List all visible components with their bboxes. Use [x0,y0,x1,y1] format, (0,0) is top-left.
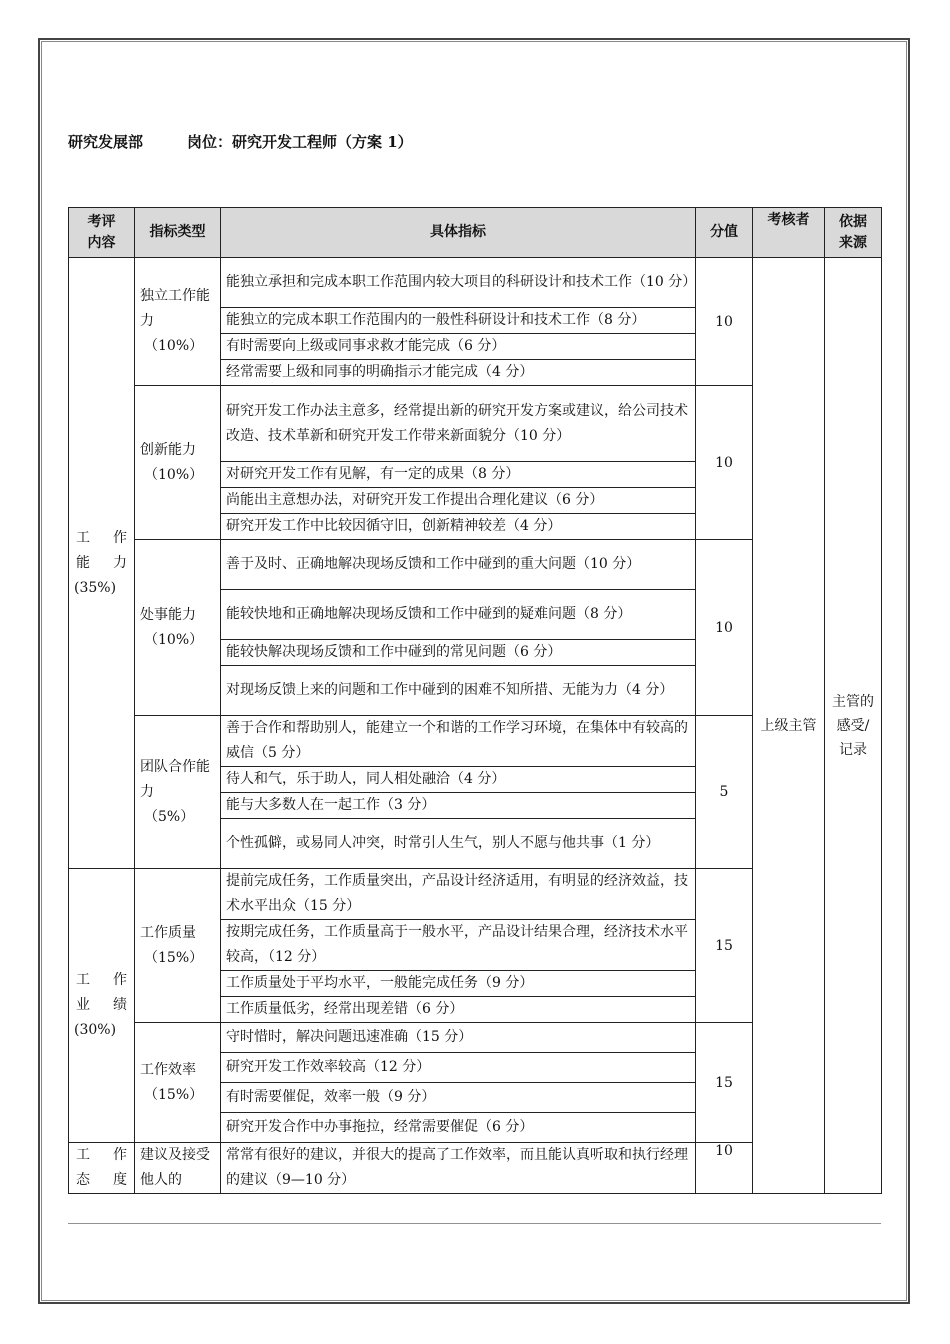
indicator-text: 有时需要向上级或同事求救才能完成（6 分） [221,334,696,360]
indicator-type-cell [135,1023,221,1143]
indicator-text: 工作质量处于平均水平，一般能完成任务（9 分） [221,971,696,997]
indicator-type-cell [135,258,221,386]
eval-content-line: 工 作 [76,1147,127,1163]
indicator-type-name: 工作效率 [140,1061,196,1078]
indicator-text: 有时需要催促，效率一般（9 分） [221,1083,696,1113]
indicator-text: 研究开发合作中办事拖拉，经常需要催促（6 分） [221,1113,696,1143]
col-header-content-text: 考评 内容 [87,213,116,251]
indicator-text: 能独立的完成本职工作范围内的一般性科研设计和技术工作（8 分） [221,308,696,334]
indicator-type-percent: （15%） [144,1086,204,1103]
eval-content-line: 业 绩 [76,997,127,1013]
col-header-source [825,208,882,258]
indicator-text: 善于合作和帮助别人，能建立一个和谐的工作学习环境，在集体中有较高的威信（5 分） [221,716,696,767]
indicator-text: 善于及时、正确地解决现场反馈和工作中碰到的重大问题（10 分） [221,540,696,590]
col-header-content [69,208,135,258]
indicator-text: 研究开发工作办法主意多，经常提出新的研究开发方案或建议，给公司技术改造、技术革新和研究开发工作带来新面貌分（10 分） [221,386,696,462]
indicator-text: 按期完成任务，工作质量高于一般水平，产品设计结果合理，经济技术水平较高，（12 分） [221,920,696,971]
indicator-type-percent: （10%） [144,338,204,354]
indicator-text: 能与大多数人在一起工作（3 分） [221,793,696,819]
eval-content-cell [69,258,135,869]
reviewer-cell: 上级主管 [753,258,825,1194]
indicator-type-percent: （15%） [144,949,204,966]
indicator-text: 尚能出主意想办法，对研究开发工作提出合理化建议（6 分） [221,488,696,514]
indicator-text: 研究开发工作效率较高（12 分） [221,1053,696,1083]
document-heading [68,131,413,152]
position-title: 岗位：研究开发工程师（方案 1） [187,133,413,151]
indicator-text: 能较快地和正确地解决现场反馈和工作中碰到的疑难问题（8 分） [221,590,696,640]
table-header-row [69,208,882,258]
indicator-text: 能独立承担和完成本职工作范围内较大项目的科研设计和技术工作（10 分） [221,258,696,308]
score-value: 10 [696,540,753,716]
score-value: 10 [696,386,753,540]
indicator-text: 工作质量低劣，经常出现差错（6 分） [221,997,696,1023]
indicator-text: 待人和气，乐于助人，同人相处融洽（4 分） [221,767,696,793]
indicator-type-name: 团队合作能力 [140,758,210,800]
eval-content-cell [69,1143,135,1194]
indicator-text: 研究开发工作中比较因循守旧，创新精神较差（4 分） [221,514,696,540]
eval-content-percent: (30%) [74,1022,117,1038]
indicator-type-name: 工作质量 [140,924,196,941]
col-header-reviewer: 考核者 [753,208,825,258]
indicator-type-name: 建议及接受他人的 [140,1147,210,1188]
indicator-text: 常常有很好的建议，并很大的提高了工作效率，而且能认真听取和执行经理的建议（9—10 分） [221,1143,696,1194]
indicator-text: 经常需要上级和同事的明确指示才能完成（4 分） [221,360,696,386]
score-value: 5 [696,716,753,869]
indicator-type-name: 独立工作能力 [140,288,210,329]
indicator-type-cell [135,1143,221,1194]
indicator-type-percent: （10%） [144,466,204,483]
indicator-type-cell [135,386,221,540]
col-header-score: 分值 [696,208,753,258]
col-header-indicator: 具体指标 [221,208,696,258]
eval-content-cell [69,869,135,1143]
indicator-type-name: 创新能力 [140,441,196,458]
eval-content-line: 能 力 [76,554,127,571]
evaluation-table [68,207,882,1194]
indicator-type-percent: （5%） [144,808,195,825]
eval-content-line: 态 度 [76,1172,127,1188]
indicator-text: 个性孤僻，或易同人冲突，时常引人生气，别人不愿与他共事（1 分） [221,819,696,869]
eval-content-percent: (35%) [74,579,117,596]
score-value: 10 [696,1143,753,1194]
score-value: 10 [696,258,753,386]
eval-content-line: 工 作 [76,529,127,546]
indicator-type-percent: （10%） [144,631,204,648]
indicator-text: 能较快解决现场反馈和工作中碰到的常见问题（6 分） [221,640,696,666]
indicator-type-cell [135,869,221,1023]
col-header-source-text: 依据 来源 [839,213,867,251]
indicator-text: 提前完成任务，工作质量突出，产品设计经济适用，有明显的经济效益，技术水平出众（15 分） [221,869,696,920]
indicator-text: 对研究开发工作有见解，有一定的成果（8 分） [221,462,696,488]
source-cell: 主管的感受/记录 [825,258,882,1194]
indicator-type-name: 处事能力 [140,606,196,623]
indicator-type-cell [135,540,221,716]
table-body [69,258,882,1194]
indicator-text: 守时惜时，解决问题迅速准确（15 分） [221,1023,696,1053]
eval-content-label [74,968,129,1018]
col-header-type: 指标类型 [135,208,221,258]
indicator-text: 对现场反馈上来的问题和工作中碰到的困难不知所措、无能为力（4 分） [221,666,696,716]
score-value: 15 [696,869,753,1023]
department-name: 研究发展部 [68,133,144,151]
eval-content-label [74,526,129,576]
score-value: 15 [696,1023,753,1143]
indicator-type-cell [135,716,221,869]
table-row [69,258,882,308]
table-bottom-rule [68,1223,881,1224]
eval-content-line: 工 作 [76,972,127,988]
eval-content-label [74,1143,129,1193]
